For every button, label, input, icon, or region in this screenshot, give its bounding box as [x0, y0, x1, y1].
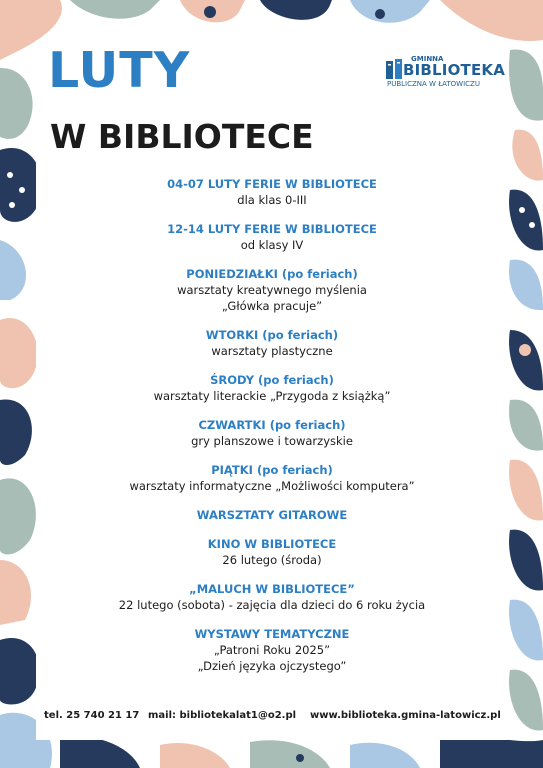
event-heading: CZWARTKI (po feriach) [198, 418, 346, 432]
event-detail: „Dzień języka ojczystego” [197, 659, 347, 673]
event-heading: PIĄTKI (po feriach) [211, 463, 333, 477]
phone-text: tel. 25 740 21 17 [44, 710, 140, 721]
event-heading: WARSZTATY GITAROWE [196, 508, 348, 522]
event-detail: 26 lutego (środa) [222, 553, 322, 567]
logo-small-text: GMINNA [411, 55, 444, 63]
library-logo [384, 55, 506, 91]
event-detail: warsztaty informatyczne „Możliwości komputera” [129, 479, 415, 493]
event-heading: „MALUCH W BIBLIOTECE” [189, 582, 355, 596]
contact-footer [44, 710, 504, 726]
event-item [36, 327, 508, 359]
page-title: LUTY [48, 42, 191, 99]
event-item [36, 507, 508, 523]
event-item [36, 581, 508, 613]
event-item [36, 176, 508, 208]
event-heading: WTORKI (po feriach) [205, 328, 339, 342]
event-detail: od klasy IV [240, 238, 304, 252]
event-list [36, 176, 508, 687]
event-heading: WYSTAWY TEMATYCZNE [194, 627, 350, 641]
website-link[interactable]: www.biblioteka.gmina-latowicz.pl [310, 710, 501, 721]
event-detail: gry planszowe i towarzyskie [191, 434, 353, 448]
event-detail: 22 lutego (sobota) - zajęcia dla dzieci do 6 roku życia [118, 598, 426, 612]
logo-bottom-text: PUBLICZNA W ŁATOWICZU [387, 80, 480, 88]
logo-main-text: BIBLIOTEKA [403, 61, 506, 79]
event-detail: warsztaty kreatywnego myślenia [177, 283, 367, 297]
event-heading: PONIEDZIAŁKI (po feriach) [186, 267, 358, 281]
event-heading: 12-14 LUTY FERIE W BIBLIOTECE [167, 222, 377, 236]
event-detail: warsztaty plastyczne [211, 344, 333, 358]
event-heading: KINO W BIBLIOTECE [207, 537, 337, 551]
event-detail: „Patroni Roku 2025” [213, 643, 331, 657]
event-item [36, 266, 508, 314]
event-item [36, 372, 508, 404]
event-detail: warsztaty literackie „Przygoda z książką” [153, 389, 391, 403]
event-item [36, 221, 508, 253]
event-item [36, 536, 508, 568]
event-detail: „Główka pracuje” [221, 299, 323, 313]
event-heading: 04-07 LUTY FERIE W BIBLIOTECE [167, 177, 377, 191]
page-subtitle: W BIBLIOTECE [50, 117, 314, 156]
event-detail: dla klas 0-III [237, 193, 307, 207]
email-text: mail: bibliotekalat1@o2.pl [148, 710, 297, 721]
event-item [36, 462, 508, 494]
event-heading: ŚRODY (po feriach) [210, 373, 334, 387]
event-item [36, 626, 508, 674]
event-item [36, 417, 508, 449]
